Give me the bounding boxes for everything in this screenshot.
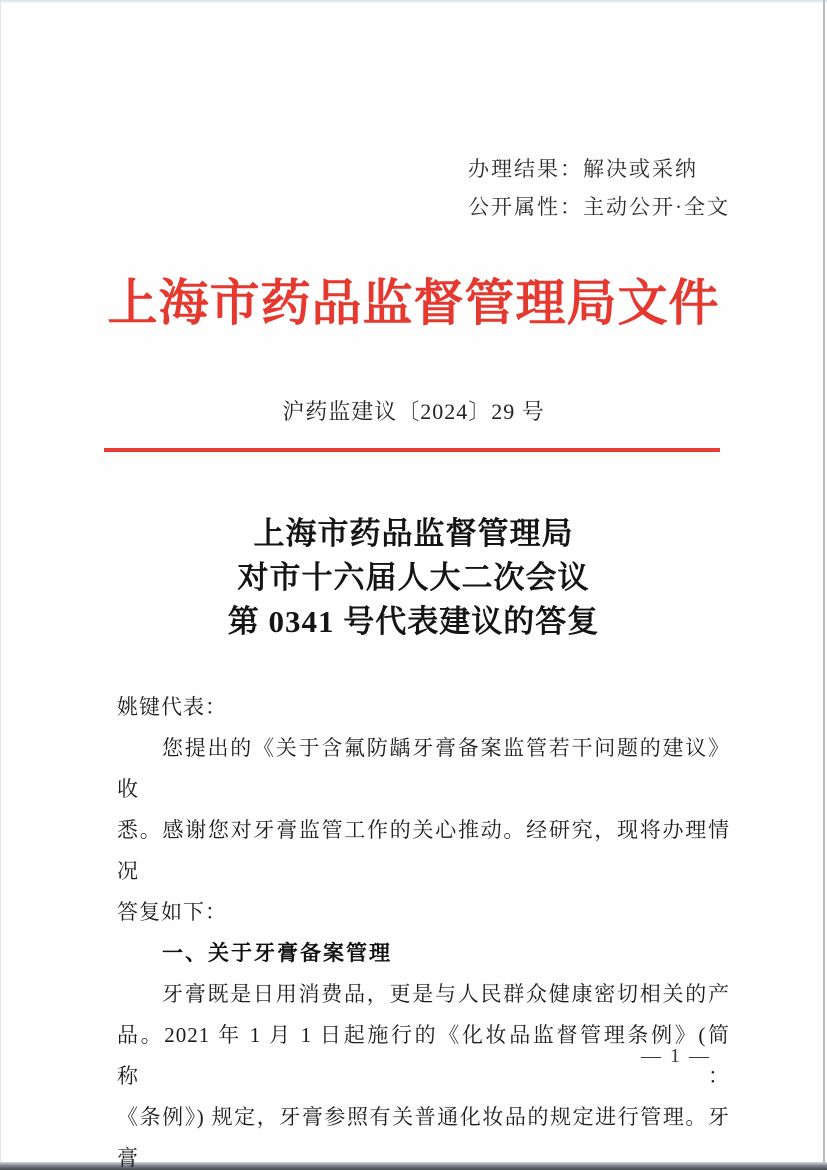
paragraph-2-line-3: 《条例》) 规定，牙膏参照有关普通化妆品的规定进行管理。牙膏 (117, 1105, 730, 1170)
subject-line-3: 第 0341 号代表建议的答复 (227, 604, 600, 639)
handling-result: 办理结果：解决或采纳 (468, 157, 698, 181)
document-meta (468, 150, 730, 226)
page-number: — 1 — (641, 1045, 711, 1067)
paragraph-1-line-1: 您提出的《关于含氟防龋牙膏备案监管若干问题的建议》收 (117, 736, 730, 801)
subject-line-2: 对市十六届人大二次会议 (237, 560, 590, 595)
section-1-heading: 一、关于牙膏备案管理 (162, 942, 392, 965)
document-body (117, 687, 730, 1170)
agency-masthead-title: 上海市药品监督管理局文件 (107, 275, 720, 331)
document-subject (0, 512, 827, 644)
publicity-attribute: 公开属性：主动公开·全文 (468, 195, 730, 219)
paragraph-2-line-1: 牙膏既是日用消费品，更是与人民群众健康密切相关的产 (162, 982, 730, 1006)
salutation: 姚键代表： (117, 695, 227, 719)
document-number: 沪药监建议〔2024〕29 号 (282, 399, 545, 424)
subject-line-1: 上海市药品监督管理局 (253, 516, 574, 551)
masthead-red-rule (104, 448, 720, 452)
paragraph-1-line-3: 答复如下： (117, 900, 227, 924)
paragraph-1-line-2: 悉。感谢您对牙膏监管工作的关心推动。经研究，现将办理情况 (117, 818, 730, 883)
scan-top-edge (0, 0, 827, 3)
paragraph-2-line-2: 品。2021 年 1 月 1 日起施行的《化妆品监督管理条例》(简称： (117, 1023, 730, 1088)
